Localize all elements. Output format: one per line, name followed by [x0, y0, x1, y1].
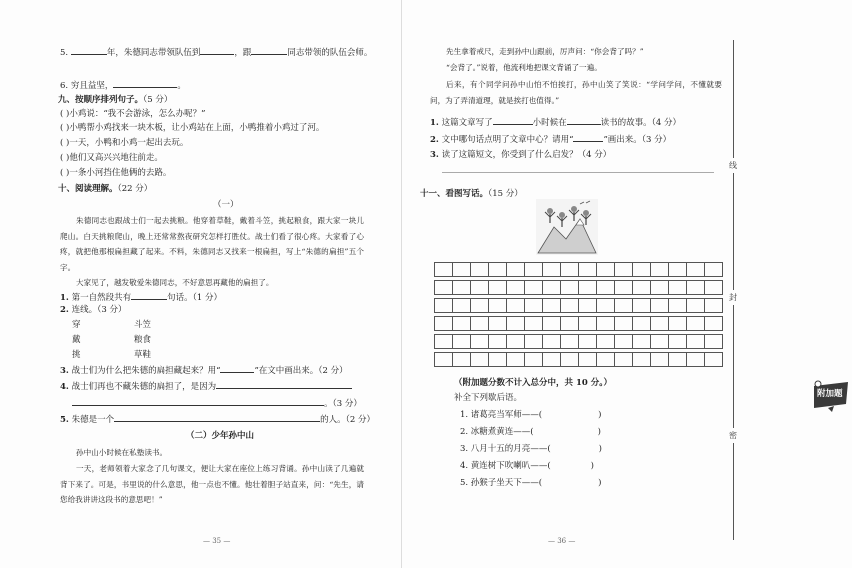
q-text: 文中哪句话点明了文章中心？请用“	[441, 135, 574, 145]
grid-cell[interactable]	[705, 335, 723, 349]
grid-row	[435, 335, 723, 349]
grid-cell[interactable]	[579, 335, 597, 349]
section-score: （22 分）	[117, 184, 153, 194]
blank[interactable]	[220, 364, 254, 373]
grid-cell[interactable]	[453, 281, 471, 295]
q-text: 的人。（2 分）	[320, 415, 375, 425]
grid-cell[interactable]	[525, 353, 543, 367]
bonus-close: )	[590, 461, 594, 471]
section-title-text: 九、按顺序排列句子。	[58, 95, 144, 105]
grid-cell[interactable]	[597, 281, 615, 295]
grid-cell[interactable]	[489, 317, 507, 331]
grid-cell[interactable]	[471, 353, 489, 367]
q-text: ”画出来。（3 分）	[603, 135, 672, 145]
grid-cell[interactable]	[669, 335, 687, 349]
grid-cell[interactable]	[471, 281, 489, 295]
side-label: 封	[727, 290, 739, 305]
bonus-item-text: 4. 黄连树下吹喇叭——(	[460, 461, 551, 471]
bonus-item-text: 3. 八月十五的月亮——(	[460, 444, 551, 454]
grid-cell[interactable]	[669, 353, 687, 367]
grid-cell[interactable]	[579, 281, 597, 295]
q-text: 第一自然段共有	[71, 293, 132, 303]
grid-cell[interactable]	[651, 263, 669, 277]
grid-cell[interactable]	[579, 263, 597, 277]
passage2-heading: （二）少年孙中山	[186, 431, 255, 441]
grid-row	[435, 353, 723, 367]
grid-row	[435, 263, 723, 277]
passage1-heading: （一）	[213, 200, 239, 210]
grid-cell[interactable]	[597, 335, 615, 349]
grid-cell[interactable]	[651, 281, 669, 295]
grid-cell[interactable]	[543, 335, 561, 349]
q-num: 1.	[60, 293, 69, 303]
grid-cell[interactable]	[705, 317, 723, 331]
grid-cell[interactable]	[507, 263, 525, 277]
bonus-close: )	[598, 410, 602, 420]
grid-cell[interactable]	[579, 317, 597, 331]
q5-line	[60, 46, 372, 58]
order-item[interactable]: ( )一天，小鸭和小鸡一起出去玩。	[60, 138, 189, 148]
passage2-cont-para1: 先生拿着戒尺，走到孙中山跟前，厉声问：“你会背了吗？”	[446, 47, 644, 56]
bonus-item[interactable]	[460, 445, 602, 454]
q-text: ，跟	[234, 48, 252, 58]
q-num: 4.	[60, 382, 69, 392]
r-q1-line	[430, 116, 681, 128]
grid-row	[435, 317, 723, 331]
grid-cell[interactable]	[687, 335, 705, 349]
passage2-para2: 一天，老师领着大家念了几句课文，便让大家在座位上练习背诵。孙中山读了几遍就背下来了。可是，书里说的什么意思，他一点也不懂。他壮着胆子站直来，问：“先生，请您给我讲讲这段书的意思吧！”	[60, 464, 364, 504]
grid-cell[interactable]	[651, 317, 669, 331]
grid-cell[interactable]	[633, 299, 651, 313]
order-item[interactable]: ( )小鸭帮小鸡找来一块木板，让小鸡站在上面，小鸭推着小鸡过了河。	[60, 123, 325, 133]
match-right-item[interactable]: 粮食	[134, 335, 152, 345]
grid-cell[interactable]	[525, 317, 543, 331]
match-right-item[interactable]: 草鞋	[134, 350, 152, 360]
order-item[interactable]: ( )一条小河挡住他俩的去路。	[60, 168, 172, 178]
bonus-item[interactable]	[460, 411, 601, 420]
grid-cell[interactable]	[669, 299, 687, 313]
q-text: 战士们为什么把朱德的扁担藏起来？用“	[71, 366, 221, 376]
grid-cell[interactable]	[615, 335, 633, 349]
grid-cell[interactable]	[669, 263, 687, 277]
q-num: 3.	[430, 150, 439, 160]
grid-cell[interactable]	[633, 281, 651, 295]
grid-row	[435, 281, 723, 295]
q-text: 连线。（3 分）	[71, 305, 127, 315]
grid-cell[interactable]	[633, 353, 651, 367]
q-num: 5.	[60, 415, 69, 425]
answer-line[interactable]	[216, 380, 352, 389]
section-9-title	[58, 96, 172, 105]
order-item[interactable]: ( )他们又高兴兴地往前走。	[60, 153, 163, 163]
bonus-item-text: 1. 诸葛亮当军师——(	[460, 410, 543, 420]
q-text: 战士们再也不藏朱德的扁担了，是因为	[71, 382, 217, 392]
bonus-item[interactable]	[460, 479, 601, 488]
grid-cell[interactable]	[705, 299, 723, 313]
grid-cell[interactable]	[705, 353, 723, 367]
passage1-para1: 朱德同志也跟战士们一起去挑粮。他穿着草鞋，戴着斗笠，挑起粮食，跟大家一块儿爬山。白天挑粮爬山，晚上还常常熬夜研究怎样打胜仗。战士们看了很心疼。大家看了心疼，就把他那根扁担藏了起来。不料，朱德同志又找来一根扁担，写上“朱德的扁担”五个字。	[60, 216, 364, 272]
grid-cell[interactable]	[507, 281, 525, 295]
q6-line	[60, 79, 186, 91]
q-text: 这篇文章写了	[441, 118, 493, 128]
bonus-title: （附加题分数不计入总分中，共 10 分。）	[454, 378, 612, 388]
q-text: 年，朱德同志带领队伍到	[106, 48, 201, 58]
grid-cell[interactable]	[489, 353, 507, 367]
grid-cell[interactable]	[651, 299, 669, 313]
q-text: 朱德是一个	[71, 415, 115, 425]
blank[interactable]	[573, 133, 603, 142]
grid-cell[interactable]	[543, 263, 561, 277]
q2-line	[60, 306, 126, 315]
grid-cell[interactable]	[597, 263, 615, 277]
grid-cell[interactable]	[687, 281, 705, 295]
grid-cell[interactable]	[543, 281, 561, 295]
passage1-para2: 大家见了，越发敬爱朱德同志，不好意思再藏他的扁担了。	[76, 278, 274, 287]
match-left-item[interactable]: 穿	[72, 320, 81, 330]
bonus-badge-icon	[810, 378, 852, 412]
bonus-instruction: 补全下列歇后语。	[454, 393, 523, 403]
grid-cell[interactable]	[525, 263, 543, 277]
grid-cell[interactable]	[705, 281, 723, 295]
grid-cell[interactable]	[633, 335, 651, 349]
grid-cell[interactable]	[687, 299, 705, 313]
grid-cell[interactable]	[597, 299, 615, 313]
page-number: — 36 —	[548, 537, 576, 545]
grid-cell[interactable]	[561, 281, 579, 295]
section-score: （5 分）	[143, 95, 173, 105]
blank[interactable]	[200, 46, 234, 55]
grid-cell[interactable]	[615, 317, 633, 331]
grid-cell[interactable]	[633, 263, 651, 277]
q-num: 3.	[60, 366, 69, 376]
grid-row	[435, 299, 723, 313]
mountain-climbing-picture	[536, 199, 598, 255]
grid-cell[interactable]	[489, 281, 507, 295]
grid-cell[interactable]	[525, 299, 543, 313]
grid-cell[interactable]	[579, 299, 597, 313]
bonus-close: )	[597, 427, 601, 437]
grid-cell[interactable]	[453, 335, 471, 349]
passage2-para1: 孙中山小时候在私塾读书。	[76, 448, 168, 457]
grid-cell[interactable]	[561, 353, 579, 367]
blank[interactable]	[131, 291, 167, 300]
q4-line2	[72, 397, 362, 409]
grid-cell[interactable]	[453, 263, 471, 277]
page-number: — 35 —	[203, 537, 231, 545]
order-item[interactable]: ( )小鸡说：“我不会游泳，怎么办呢？”	[60, 109, 206, 119]
side-label: 密	[727, 428, 739, 443]
grid-cell[interactable]	[507, 317, 525, 331]
passage2-cont-para2: “会背了。”说着，他流利地把课文背诵了一遍。	[446, 63, 602, 72]
grid-cell[interactable]	[507, 299, 525, 313]
blank[interactable]	[567, 116, 601, 125]
grid-cell[interactable]	[507, 335, 525, 349]
q1-line	[60, 291, 222, 303]
q5b-line	[60, 413, 375, 425]
q-text: ”在文中画出来。（2 分）	[254, 366, 348, 376]
grid-cell[interactable]	[615, 281, 633, 295]
bonus-close: )	[598, 478, 602, 488]
bonus-item-text: 2. 冰糖煮黄连——(	[460, 427, 534, 437]
grid-cell[interactable]	[687, 317, 705, 331]
side-label: 线	[727, 158, 739, 173]
q-num: 2.	[60, 305, 69, 315]
answer-line[interactable]	[114, 413, 320, 422]
bonus-item[interactable]	[460, 462, 594, 471]
grid-cell[interactable]	[543, 353, 561, 367]
q-score: 。（3 分）	[324, 399, 362, 409]
bonus-item-text: 5. 孙猴子坐天下——(	[460, 478, 543, 488]
section-score: （15 分）	[488, 189, 523, 199]
grid-cell[interactable]	[471, 263, 489, 277]
grid-cell[interactable]	[651, 335, 669, 349]
grid-cell[interactable]	[561, 335, 579, 349]
q4-line	[60, 380, 352, 392]
blank[interactable]	[113, 79, 177, 88]
blank[interactable]	[493, 116, 533, 125]
q-text: 小时候在	[532, 118, 567, 128]
grid-cell[interactable]	[489, 263, 507, 277]
left-page	[0, 0, 400, 568]
grid-cell[interactable]	[489, 299, 507, 313]
grid-cell[interactable]	[615, 353, 633, 367]
grid-cell[interactable]	[579, 353, 597, 367]
grid-cell[interactable]	[561, 263, 579, 277]
grid-cell[interactable]	[687, 263, 705, 277]
r-q3-line	[430, 151, 611, 160]
grid-cell[interactable]	[507, 353, 525, 367]
grid-cell[interactable]	[453, 299, 471, 313]
grid-cell[interactable]	[471, 299, 489, 313]
q-text: 同志带领的队伍会师。	[287, 48, 373, 58]
grid-cell[interactable]	[453, 353, 471, 367]
grid-cell[interactable]	[561, 299, 579, 313]
grid-cell[interactable]	[525, 281, 543, 295]
grid-cell[interactable]	[597, 317, 615, 331]
grid-cell[interactable]	[651, 353, 669, 367]
grid-cell[interactable]	[615, 263, 633, 277]
grid-cell[interactable]	[561, 317, 579, 331]
grid-cell[interactable]	[705, 263, 723, 277]
q-num: 2.	[430, 135, 439, 145]
section-title-text: 十一、看图写话。	[420, 189, 489, 199]
section-10-title	[58, 185, 152, 194]
grid-cell[interactable]	[669, 317, 687, 331]
grid-cell[interactable]	[543, 299, 561, 313]
q-text: 读了这篇短文，你受到了什么启发？（4 分）	[441, 150, 612, 160]
grid-cell[interactable]	[435, 281, 453, 295]
q-text: 穷且益坚，	[70, 81, 114, 91]
q-num: 1.	[430, 118, 439, 128]
grid-cell[interactable]	[597, 353, 615, 367]
grid-cell[interactable]	[633, 317, 651, 331]
grid-cell[interactable]	[615, 299, 633, 313]
grid-cell[interactable]	[687, 353, 705, 367]
r-q2-line	[430, 133, 671, 145]
grid-cell[interactable]	[435, 353, 453, 367]
grid-cell[interactable]	[435, 299, 453, 313]
answer-line[interactable]	[442, 172, 714, 173]
section-11-title	[420, 190, 523, 199]
q3-line	[60, 364, 348, 376]
grid-cell[interactable]	[453, 317, 471, 331]
match-left-item[interactable]: 挑	[72, 350, 81, 360]
passage2-cont-para3: 后来，有个同学问孙中山怕不怕挨打，孙中山笑了笑说：“学问学问，不懂就要问，为了弄清道理，就是挨打也值得。”	[430, 80, 722, 105]
writing-grid[interactable]	[434, 262, 723, 367]
blank[interactable]	[251, 46, 287, 55]
grid-cell[interactable]	[435, 317, 453, 331]
q-num: 5.	[60, 48, 69, 58]
blank[interactable]	[71, 46, 107, 55]
match-left-item[interactable]: 戴	[72, 335, 81, 345]
grid-cell[interactable]	[471, 335, 489, 349]
bonus-item[interactable]	[460, 428, 601, 437]
grid-cell[interactable]	[669, 281, 687, 295]
bonus-badge-label: 附加题	[817, 389, 843, 399]
q-num: 6.	[60, 81, 69, 91]
bonus-close: )	[598, 444, 602, 454]
match-right-item[interactable]: 斗笠	[134, 320, 152, 330]
grid-cell[interactable]	[471, 317, 489, 331]
q-text: 句话。（1 分）	[167, 293, 222, 303]
grid-cell[interactable]	[525, 335, 543, 349]
grid-cell[interactable]	[435, 335, 453, 349]
section-title-text: 十、阅读理解。	[58, 184, 118, 194]
q-text: 读书的故事。（4 分）	[600, 118, 681, 128]
q-text: 。	[177, 81, 186, 91]
answer-line[interactable]	[72, 397, 324, 406]
grid-cell[interactable]	[543, 317, 561, 331]
grid-cell[interactable]	[435, 263, 453, 277]
grid-cell[interactable]	[489, 335, 507, 349]
